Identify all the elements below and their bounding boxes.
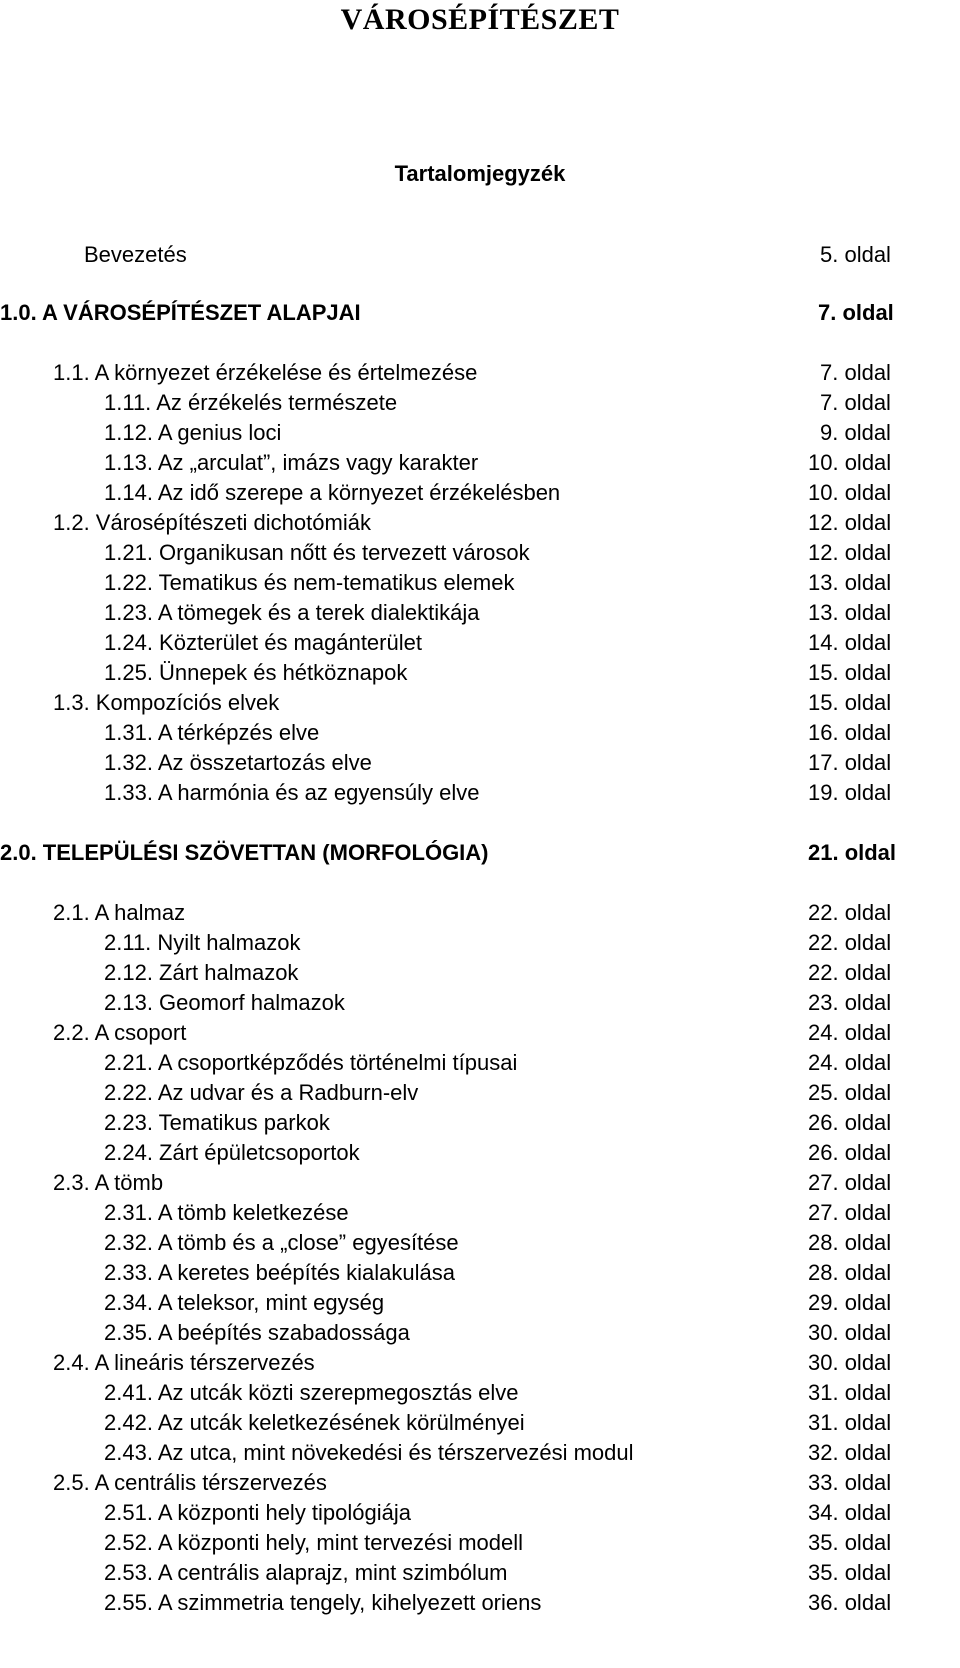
toc-entry-title: 2.33. A keretes beépítés kialakulása bbox=[104, 1260, 456, 1285]
toc-entry bbox=[0, 988, 960, 1018]
toc-entry-title: 2.13. Geomorf halmazok bbox=[104, 990, 345, 1015]
toc-entry-page: 29. oldal bbox=[808, 1290, 892, 1315]
toc-entry-page: 35. oldal bbox=[808, 1560, 892, 1585]
toc-entry-title: 2.4. A lineáris térszervezés bbox=[53, 1350, 315, 1375]
toc-entry bbox=[0, 928, 960, 958]
toc-entry bbox=[0, 1048, 960, 1078]
toc-entry-page: 35. oldal bbox=[808, 1530, 892, 1555]
toc-entry bbox=[0, 358, 960, 388]
toc-entry-page: 28. oldal bbox=[808, 1230, 892, 1255]
toc-entry bbox=[0, 1588, 960, 1618]
toc-entry-title: 2.1. A halmaz bbox=[53, 900, 186, 925]
toc-entry bbox=[0, 1408, 960, 1438]
toc-entry-page: 9. oldal bbox=[820, 420, 891, 445]
toc-entry-page: 12. oldal bbox=[808, 510, 892, 535]
toc-entry-page: 5. oldal bbox=[820, 242, 891, 267]
toc-entry-page: 16. oldal bbox=[808, 720, 892, 745]
toc-entry-title: 1.33. A harmónia és az egyensúly elve bbox=[104, 780, 480, 805]
toc-entry-title: 1.2. Városépítészeti dichotómiák bbox=[53, 510, 371, 535]
toc-entry-title: 2.55. A szimmetria tengely, kihelyezett oriens bbox=[104, 1590, 542, 1615]
toc-entry-title: 2.52. A központi hely, mint tervezési modell bbox=[104, 1530, 524, 1555]
toc-entry-page: 14. oldal bbox=[808, 630, 892, 655]
toc-entry-page: 25. oldal bbox=[808, 1080, 892, 1105]
toc-entry-title: Bevezetés bbox=[84, 242, 187, 267]
toc-heading: Tartalomjegyzék bbox=[394, 161, 566, 186]
toc-entry bbox=[0, 598, 960, 628]
toc-entry bbox=[0, 1378, 960, 1408]
toc-entry-page: 33. oldal bbox=[808, 1470, 892, 1495]
toc-entry-title: 2.12. Zárt halmazok bbox=[104, 960, 299, 985]
toc-entry bbox=[0, 1528, 960, 1558]
toc-entry-title: 2.22. Az udvar és a Radburn-elv bbox=[104, 1080, 419, 1105]
toc-entry bbox=[0, 1108, 960, 1138]
toc-entry-title: 1.24. Közterület és magánterület bbox=[104, 630, 422, 655]
toc-entry-page: 36. oldal bbox=[808, 1590, 892, 1615]
toc-entry-title: 2.31. A tömb keletkezése bbox=[104, 1200, 349, 1225]
toc-entry bbox=[0, 838, 960, 868]
toc-entry-page: 15. oldal bbox=[808, 660, 892, 685]
toc-entry-page: 23. oldal bbox=[808, 990, 892, 1015]
toc-entry-title: 2.11. Nyilt halmazok bbox=[104, 930, 301, 955]
toc-entry-title: 2.43. Az utca, mint növekedési és térszervezési modul bbox=[104, 1440, 634, 1465]
toc-entry-page: 10. oldal bbox=[808, 480, 892, 505]
toc-entry-page: 22. oldal bbox=[808, 960, 892, 985]
toc-entry-page: 22. oldal bbox=[808, 900, 892, 925]
toc-entry-title: 2.35. A beépítés szabadossága bbox=[104, 1320, 410, 1345]
toc-entry bbox=[0, 298, 960, 328]
toc-entry-page: 30. oldal bbox=[808, 1320, 892, 1345]
toc-entry-page: 12. oldal bbox=[808, 540, 892, 565]
toc-entry-page: 26. oldal bbox=[808, 1110, 892, 1135]
toc-entry-page: 13. oldal bbox=[808, 600, 892, 625]
toc-entry-title: 1.14. Az idő szerepe a környezet érzékelésben bbox=[104, 480, 561, 505]
toc-entry-title: 1.0. A VÁROSÉPÍTÉSZET ALAPJAI bbox=[0, 300, 361, 325]
toc-entry-title: 1.13. Az „arculat”, imázs vagy karakter bbox=[104, 450, 479, 475]
toc-entry-title: 2.24. Zárt épületcsoportok bbox=[104, 1140, 360, 1165]
toc-entry bbox=[0, 688, 960, 718]
toc-entry-page: 13. oldal bbox=[808, 570, 892, 595]
toc-entry-page: 19. oldal bbox=[808, 780, 892, 805]
toc-entry bbox=[0, 1228, 960, 1258]
toc-entry-title: 2.32. A tömb és a „close” egyesítése bbox=[104, 1230, 459, 1255]
toc-entry-title: 1.31. A térképzés elve bbox=[104, 720, 320, 745]
toc-entry-title: 1.25. Ünnepek és hétköznapok bbox=[104, 660, 408, 685]
toc-entry bbox=[0, 240, 960, 270]
toc-entry-page: 7. oldal bbox=[818, 300, 894, 325]
toc-entry-page: 26. oldal bbox=[808, 1140, 892, 1165]
toc-entry-title: 2.53. A centrális alaprajz, mint szimbólum bbox=[104, 1560, 508, 1585]
toc-entry-title: 2.42. Az utcák keletkezésének körülményei bbox=[104, 1410, 525, 1435]
document-title: VÁROSÉPÍTÉSZET bbox=[340, 3, 620, 36]
toc-entry-page: 31. oldal bbox=[808, 1410, 892, 1435]
toc-entry bbox=[0, 1498, 960, 1528]
toc-entry-page: 10. oldal bbox=[808, 450, 892, 475]
toc-entry-page: 34. oldal bbox=[808, 1500, 892, 1525]
toc-entry bbox=[0, 1468, 960, 1498]
toc-entry bbox=[0, 958, 960, 988]
toc-entry bbox=[0, 718, 960, 748]
toc-entry bbox=[0, 1558, 960, 1588]
toc-entry-page: 27. oldal bbox=[808, 1200, 892, 1225]
toc-entry-page: 32. oldal bbox=[808, 1440, 892, 1465]
toc-entry-title: 1.3. Kompozíciós elvek bbox=[53, 690, 280, 715]
toc-entry-title: 2.21. A csoportképződés történelmi típusai bbox=[104, 1050, 518, 1075]
toc-entry-page: 21. oldal bbox=[808, 840, 897, 865]
toc-entry-title: 2.0. TELEPÜLÉSI SZÖVETTAN (MORFOLÓGIA) bbox=[0, 840, 489, 865]
toc-entry-page: 27. oldal bbox=[808, 1170, 892, 1195]
toc-entry-title: 2.2. A csoport bbox=[53, 1020, 187, 1045]
toc-entry bbox=[0, 1318, 960, 1348]
toc-entry-title: 2.5. A centrális térszervezés bbox=[53, 1470, 327, 1495]
toc-entry-title: 2.3. A tömb bbox=[53, 1170, 164, 1195]
toc-entry bbox=[0, 388, 960, 418]
toc-entry bbox=[0, 418, 960, 448]
toc-entry bbox=[0, 658, 960, 688]
toc-entry bbox=[0, 1018, 960, 1048]
toc-entry bbox=[0, 568, 960, 598]
toc-entry-page: 17. oldal bbox=[808, 750, 892, 775]
toc-entry-title: 2.34. A teleksor, mint egység bbox=[104, 1290, 385, 1315]
toc-entry-title: 1.22. Tematikus és nem-tematikus elemek bbox=[104, 570, 515, 595]
toc-entry-page: 30. oldal bbox=[808, 1350, 892, 1375]
toc-entry-page: 31. oldal bbox=[808, 1380, 892, 1405]
toc-entry-title: 2.23. Tematikus parkok bbox=[104, 1110, 330, 1135]
toc-entry bbox=[0, 1258, 960, 1288]
toc-entry-page: 24. oldal bbox=[808, 1050, 892, 1075]
toc-entry bbox=[0, 898, 960, 928]
toc-entry-page: 7. oldal bbox=[820, 390, 891, 415]
toc-entry-page: 28. oldal bbox=[808, 1260, 892, 1285]
toc-entry-title: 1.23. A tömegek és a terek dialektikája bbox=[104, 600, 480, 625]
toc-entry-page: 15. oldal bbox=[808, 690, 892, 715]
toc-entry bbox=[0, 748, 960, 778]
toc-entry-title: 1.32. Az összetartozás elve bbox=[104, 750, 372, 775]
toc-entry-title: 1.12. A genius loci bbox=[104, 420, 282, 445]
toc-entry bbox=[0, 1078, 960, 1108]
toc-entry-page: 7. oldal bbox=[820, 360, 891, 385]
toc-entry bbox=[0, 1438, 960, 1468]
toc-entry bbox=[0, 1348, 960, 1378]
toc-entry-page: 24. oldal bbox=[808, 1020, 892, 1045]
toc-entry-page: 22. oldal bbox=[808, 930, 892, 955]
toc-entry-title: 2.41. Az utcák közti szerepmegosztás elve bbox=[104, 1380, 519, 1405]
toc-entry-title: 1.1. A környezet érzékelése és értelmezése bbox=[53, 360, 478, 385]
toc-entry bbox=[0, 778, 960, 808]
toc-entry bbox=[0, 1288, 960, 1318]
toc-entry bbox=[0, 628, 960, 658]
toc-entry bbox=[0, 478, 960, 508]
toc-entry-title: 1.11. Az érzékelés természete bbox=[104, 390, 398, 415]
toc-entry bbox=[0, 1168, 960, 1198]
toc-entry bbox=[0, 448, 960, 478]
toc-entry bbox=[0, 1138, 960, 1168]
toc-entry bbox=[0, 538, 960, 568]
toc-entry bbox=[0, 508, 960, 538]
toc-entry bbox=[0, 1198, 960, 1228]
toc-entry-title: 1.21. Organikusan nőtt és tervezett városok bbox=[104, 540, 530, 565]
toc-entry-title: 2.51. A központi hely tipológiája bbox=[104, 1500, 412, 1525]
